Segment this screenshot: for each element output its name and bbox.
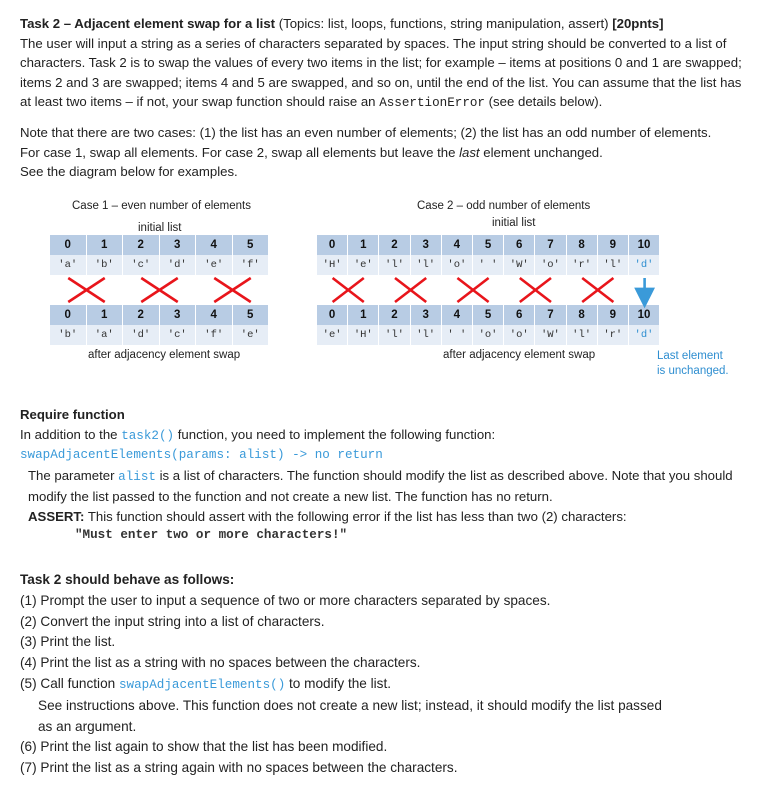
case1-title: Case 1 – even number of elements <box>72 200 251 212</box>
value-cell: 'e' <box>317 325 348 345</box>
behave-section <box>20 570 745 779</box>
value-cell: 'l' <box>411 325 442 345</box>
case2-initial-label: initial list <box>492 217 536 229</box>
case1-initial-label: initial list <box>138 222 182 234</box>
index-cell: 7 <box>535 305 566 325</box>
value-cell: ' ' <box>473 255 504 275</box>
value-cell: 'c' <box>160 325 197 345</box>
case2-initial-row <box>317 255 660 275</box>
step-4: (4) Print the list as a string with no spaces between the characters. <box>20 655 421 671</box>
case1-index-row <box>50 235 269 255</box>
assert-label: ASSERT: <box>28 508 85 524</box>
index-cell: 8 <box>567 235 598 255</box>
value-cell: 'l' <box>598 255 629 275</box>
swap-cross-line <box>333 278 364 302</box>
value-cell: 'r' <box>598 325 629 345</box>
swap-cross-line <box>141 278 178 302</box>
case2-after-label: after adjacency element swap <box>443 349 596 361</box>
step-5 <box>20 674 745 696</box>
task-body: The user will input a string as a series of characters separated by spaces. The input string should be converted to a list of characters. Task 2 is to swap the values of every two items in the list; for example – items at positions 0 and 1 are swapped; items 2 and 3 are swapped; items 4 and 5 are swapped, and so on, until the end of the list. You can assume that the list has at least two items – if not, your swap function should raise an <box>20 35 742 109</box>
step-5-pre: (5) Call function <box>20 675 119 691</box>
value-cell: 'H' <box>348 325 379 345</box>
index-cell: 5 <box>473 305 504 325</box>
task-body-end: (see details below). <box>485 94 603 109</box>
value-cell: 'd' <box>123 325 160 345</box>
last-element-note-2: is unchanged. <box>657 365 729 377</box>
value-cell: 'd' <box>629 255 660 275</box>
require-section <box>20 405 745 546</box>
step-1: (1) Prompt the user to input a sequence of two or more characters separated by spaces. <box>20 592 551 608</box>
index-cell: 0 <box>50 235 87 255</box>
index-cell: 2 <box>123 305 160 325</box>
error-message: "Must enter two or more characters!" <box>75 528 348 542</box>
index-cell: 4 <box>442 305 473 325</box>
index-cell: 4 <box>442 235 473 255</box>
index-cell: 0 <box>50 305 87 325</box>
index-cell: 6 <box>504 235 535 255</box>
index-cell: 2 <box>379 235 410 255</box>
step-7: (7) Print the list as a string again with no spaces between the characters. <box>20 760 458 776</box>
case1-swapped-index-row <box>50 305 269 325</box>
case1-initial-row <box>50 255 269 275</box>
value-cell: 'W' <box>504 255 535 275</box>
value-cell: 'l' <box>567 325 598 345</box>
cases-note <box>20 123 745 182</box>
value-cell: ' ' <box>442 325 473 345</box>
swap-cross-line <box>457 278 488 302</box>
param-text: The parameter <box>28 467 119 483</box>
note-line-2a: For case 1, swap all elements. For case 2, swap all elements but leave the <box>20 144 460 160</box>
value-cell: 'd' <box>160 255 197 275</box>
value-cell: 'l' <box>411 255 442 275</box>
value-cell: 'r' <box>567 255 598 275</box>
value-cell: 'f' <box>233 255 270 275</box>
task2-code: task2() <box>121 428 175 443</box>
index-cell: 5 <box>233 235 270 255</box>
index-cell: 1 <box>348 305 379 325</box>
behave-heading: Task 2 should behave as follows: <box>20 572 235 587</box>
value-cell: 'a' <box>50 255 87 275</box>
case2-index-row <box>317 235 660 255</box>
index-cell: 2 <box>123 235 160 255</box>
task-title: Task 2 – Adjacent element swap for a list <box>20 16 276 31</box>
index-cell: 1 <box>87 305 124 325</box>
step-2: (2) Convert the input string into a list of characters. <box>20 613 325 629</box>
swap-cross-line <box>582 278 613 302</box>
value-cell: 'l' <box>379 325 410 345</box>
case1-swapped-row <box>50 325 269 345</box>
swap-cross-line <box>520 278 551 302</box>
value-cell: 'd' <box>629 325 660 345</box>
value-cell: 'o' <box>504 325 535 345</box>
note-line-1: Note that there are two cases: (1) the list has an even number of elements; (2) the list has an odd number of elements. <box>20 125 712 140</box>
note-line-2b: element unchanged. <box>479 144 603 160</box>
value-cell: 'f' <box>196 325 233 345</box>
index-cell: 10 <box>629 305 660 325</box>
index-cell: 3 <box>411 305 442 325</box>
last-element-note <box>657 349 729 379</box>
index-cell: 4 <box>196 235 233 255</box>
step-5-post: to modify the list. <box>285 675 392 691</box>
index-cell: 8 <box>567 305 598 325</box>
task-topics: (Topics: list, loops, functions, string manipulation, assert) <box>275 16 613 31</box>
step-3: (3) Print the list. <box>20 634 116 650</box>
swap-cross-line <box>214 278 251 302</box>
assert-text: This function should assert with the following error if the list has less than two (2) characters: <box>84 508 627 524</box>
case2-swapped-row <box>317 325 660 345</box>
index-cell: 5 <box>473 235 504 255</box>
index-cell: 3 <box>160 235 197 255</box>
last-element-note-1: Last element <box>657 350 723 362</box>
index-cell: 0 <box>317 235 348 255</box>
index-cell: 10 <box>629 235 660 255</box>
case2-title: Case 2 – odd number of elements <box>417 200 591 212</box>
value-cell: 'c' <box>123 255 160 275</box>
index-cell: 0 <box>317 305 348 325</box>
function-signature: swapAdjacentElements(params: alist) -> no return <box>20 448 383 462</box>
note-line-3: See the diagram below for examples. <box>20 164 238 179</box>
value-cell: 'e' <box>196 255 233 275</box>
value-cell: 'b' <box>50 325 87 345</box>
case1-after-label: after adjacency element swap <box>88 349 241 361</box>
swap-cross-line <box>68 278 105 302</box>
index-cell: 6 <box>504 305 535 325</box>
task-points: [20pnts] <box>612 16 664 31</box>
note-line-2-emphasis: last <box>459 144 480 160</box>
swap-function-code: swapAdjacentElements() <box>118 677 286 692</box>
case2-swapped-index-row <box>317 305 660 325</box>
value-cell: 'a' <box>87 325 124 345</box>
task-description <box>20 14 745 114</box>
assertion-error-code: AssertionError <box>379 96 485 110</box>
value-cell: 'o' <box>473 325 504 345</box>
index-cell: 3 <box>160 305 197 325</box>
value-cell: 'o' <box>442 255 473 275</box>
index-cell: 9 <box>598 235 629 255</box>
swap-cross-line <box>582 278 613 302</box>
index-cell: 7 <box>535 235 566 255</box>
require-heading: Require function <box>20 407 125 422</box>
index-cell: 4 <box>196 305 233 325</box>
require-intro: In addition to the <box>20 426 122 442</box>
swap-cross-line <box>520 278 551 302</box>
swap-cross-line <box>333 278 364 302</box>
index-cell: 3 <box>411 235 442 255</box>
swap-cross-line <box>395 278 426 302</box>
value-cell: 'W' <box>535 325 566 345</box>
alist-code: alist <box>118 469 156 484</box>
value-cell: 'e' <box>233 325 270 345</box>
index-cell: 5 <box>233 305 270 325</box>
swap-cross-line <box>457 278 488 302</box>
index-cell: 1 <box>87 235 124 255</box>
step-5-detail: See instructions above. This function does not create a new list; instead, it should modify the list passed as an argument. <box>38 697 662 734</box>
param-text-end: is a list of characters. The function should modify the list as described above. Note that you should modify the list passed to the function and not create a new list. The function has no return. <box>28 467 733 504</box>
value-cell: 'l' <box>379 255 410 275</box>
swap-cross-line <box>214 278 251 302</box>
index-cell: 1 <box>348 235 379 255</box>
value-cell: 'b' <box>87 255 124 275</box>
index-cell: 2 <box>379 305 410 325</box>
value-cell: 'H' <box>317 255 348 275</box>
value-cell: 'o' <box>535 255 566 275</box>
swap-cross-line <box>141 278 178 302</box>
index-cell: 9 <box>598 305 629 325</box>
require-intro-end: function, you need to implement the following function: <box>174 426 496 442</box>
value-cell: 'e' <box>348 255 379 275</box>
step-6: (6) Print the list again to show that the list has been modified. <box>20 739 388 755</box>
swap-cross-line <box>395 278 426 302</box>
swap-cross-line <box>68 278 105 302</box>
